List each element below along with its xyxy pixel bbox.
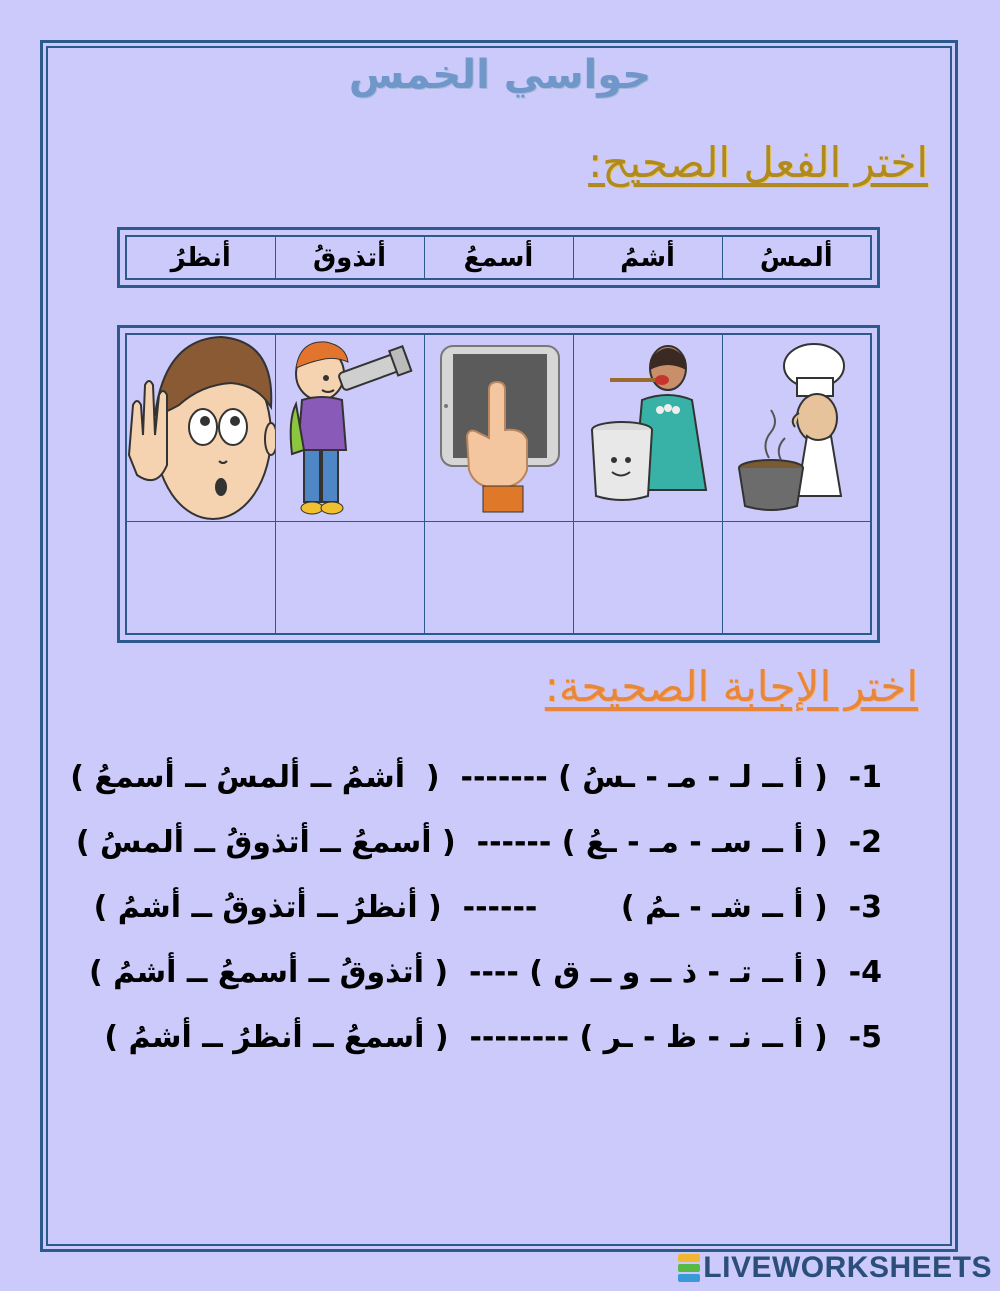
verb-option[interactable]: أسمعُ bbox=[424, 236, 573, 279]
picture-cell bbox=[573, 334, 722, 522]
verbs-table bbox=[125, 235, 872, 280]
picture-cell bbox=[424, 334, 573, 522]
verbs-box bbox=[117, 227, 880, 288]
picture-cell bbox=[722, 334, 871, 522]
question-item[interactable]: 1- ( أ ــ لـ - مـ - ـسُ ) ------- ( أشمُ ــ ألمسُ ــ أسمعُ ) bbox=[70, 760, 882, 795]
question-item[interactable]: 4- ( أ ــ تـ - ذ ــ و ــ ق ) ---- ( أتذوقُ ــ أسمعُ ــ أشمُ ) bbox=[88, 955, 882, 990]
pictures-table bbox=[125, 333, 872, 635]
boy-listening-ear-icon bbox=[125, 335, 275, 521]
pictures-box bbox=[117, 325, 880, 643]
finger-touching-tablet-icon bbox=[431, 338, 566, 518]
answer-drop-zone[interactable] bbox=[126, 522, 275, 635]
woman-tasting-icon bbox=[580, 338, 715, 518]
answer-drop-zone[interactable] bbox=[573, 522, 722, 635]
worksheet-title: حواسي الخمس bbox=[348, 52, 652, 98]
section2-heading: اختر الإجابة الصحيحة: bbox=[544, 662, 918, 711]
answer-drop-zone[interactable] bbox=[275, 522, 424, 635]
boy-telescope-icon bbox=[282, 338, 417, 518]
brand-logo-icon bbox=[678, 1253, 700, 1283]
question-item[interactable]: 2- ( أ ــ سـ - مـ - ـعُ ) ------ ( أسمعُ ــ أتذوقُ ــ ألمسُ ) bbox=[75, 825, 882, 860]
answer-drop-zone[interactable] bbox=[424, 522, 573, 635]
chef-smelling-icon bbox=[729, 338, 864, 518]
verb-option[interactable]: أنظرُ bbox=[126, 236, 275, 279]
brand-watermark bbox=[678, 1251, 992, 1285]
section1-heading: اختر الفعل الصحيح: bbox=[588, 138, 928, 187]
question-item[interactable]: 5- ( أ ــ نـ - ظ - ـر ) -------- ( أسمعُ ــ أنظرُ ــ أشمُ ) bbox=[104, 1020, 882, 1055]
picture-cell bbox=[275, 334, 424, 522]
brand-text: LIVEWORKSHEETS bbox=[703, 1251, 992, 1284]
questions-list bbox=[70, 750, 882, 1075]
picture-cell bbox=[126, 334, 275, 522]
verb-option[interactable]: ألمسُ bbox=[722, 236, 871, 279]
question-item[interactable]: 3- ( أ ــ شـ - ـمُ ) ------ ( أنظرُ ــ أتذوقُ ــ أشمُ ) bbox=[93, 890, 882, 925]
verb-option[interactable]: أتذوقُ bbox=[275, 236, 424, 279]
answer-drop-zone[interactable] bbox=[722, 522, 871, 635]
verb-option[interactable]: أشمُ bbox=[573, 236, 722, 279]
